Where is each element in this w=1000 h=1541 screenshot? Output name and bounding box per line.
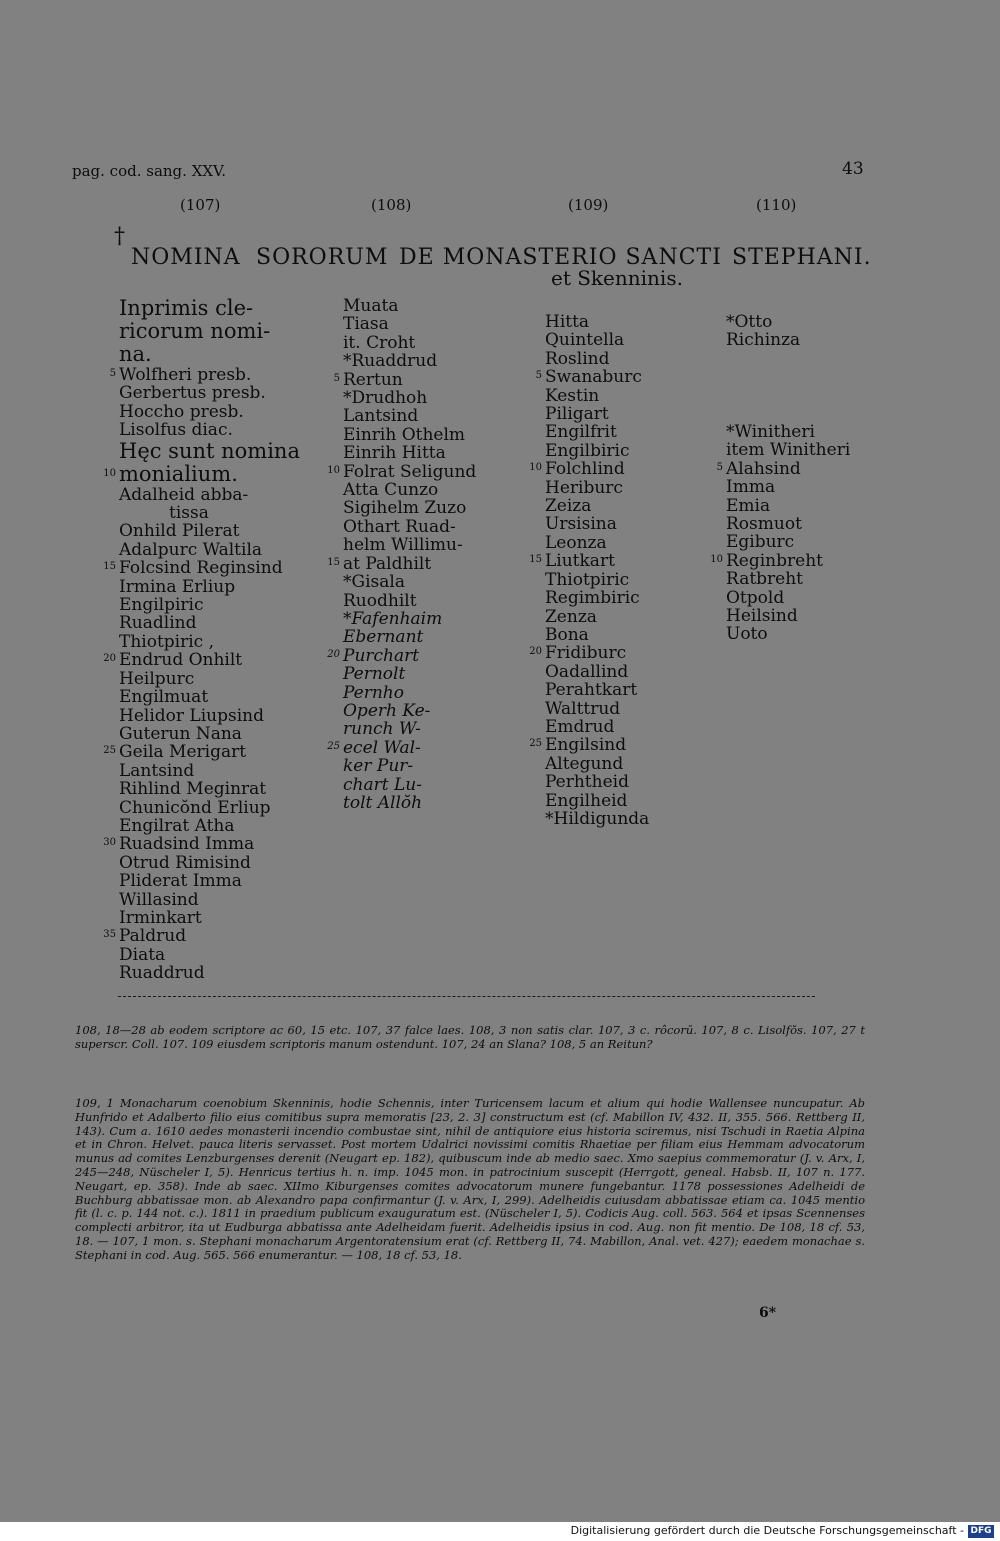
name-entry [545,681,649,699]
name-entry [103,834,300,855]
name-entry [343,352,476,370]
name-text: ricorum nomi- [119,319,271,343]
name-text: Purchart [343,645,420,666]
name-entry [119,504,300,522]
name-entry [119,670,300,688]
line-number: 20 [529,646,542,658]
name-entry [103,558,300,579]
name-entry [710,550,850,571]
line-number: 15 [327,556,340,568]
name-entry [545,479,649,497]
name-entry [119,440,300,463]
name-entry [726,441,850,459]
dfg-logo-icon: DFG [968,1525,994,1538]
name-entry [119,725,300,743]
name-entry [545,497,649,515]
name-entry [103,461,300,486]
name-text: Otrud Rimisind [119,852,251,873]
critical-apparatus [75,1024,865,1052]
commentary-text: 109, 1 Monacharum coenobium Skenninis, hodie Schennis, inter Turicensem lacum et alium qui hodie Wallensee nuncupatur. Ab Hunfrido et Adalberto filio eius comitibus supra memoratis [23, 2. 3] constructum est (cf. Mabillon IV, 432. II, 355. 566. Rettberg II, 143). Cum a. 1610 aedes monasterii incendio combustae sint, nihil de antiquiore eius historia sciremus, nisi Tschudi in Raetia Alpina et in Chron. Helvet. pauca literis servasset. Post mortem Udalrici novissimi comitis Rhaetiae per filiam eius Hemmam advocatorum munus ad comites Lenzburgenses derenit (Neugart ep. 182), quibuscum inde ab medio saec. Xmo saepius commemoratur (J. v. Arx, I, 245—248, Nüscheler I, 5). Henricus tertius h. n. imp. 1045 mon. in patrocinium suscepit (Herrgott, geneal. Habsb. II, 107 n. 177. Neugart, ep. 358). Inde ab saec. XIImo Kiburgenses comites advocatorum munere fungebantur. 1178 possessiones Adelheidi de Buchburg abbatissae mon. ab Alexandro papa confirmantur (J. v. Arx, I, 299). Adelheidis cuiusdam abbatissae etiam ca. 1045 mentio fit (l. c. p. 144 not. c.). 1811 in praedium publicum exauguratum est. (Nüscheler I, 5). Codicis Aug. coll. 563. 564 et ipsas Scennenses complecti arbitror, ita ut Eudburga abbatissa ante Adelheidam fuerit. Adelheidis ipsius in cod. Aug. non fit mentio. De 108, 18 cf. 53, 18. — 107, 1 mon. s. Stephani monacharum Argentoratensium erat (cf. Rettberg II, 74. Mabillon, Anal. vet. 427); eaedem monachae s. Stephani in cod. Aug. 565. 566 enumerantur. — 108, 18 cf. 53, 18. [75,1096,865,1262]
column-110-top [726,313,800,350]
name-text: Ruadsind Imma [119,834,255,855]
name-text: *Ruaddrud [343,351,438,372]
name-text: Willasind [119,889,199,910]
name-text: Egiburc [726,532,795,553]
name-text: Endrud Onhilt [119,650,243,671]
line-number: 25 [327,740,340,752]
name-text: Ursisina [545,514,617,535]
name-text: Helidor Liupsind [119,705,264,726]
name-text: Irmina Erliup [119,576,236,597]
name-text: Diata [119,944,166,965]
line-number: 15 [103,561,116,573]
name-text: Perhtheid [545,772,629,793]
name-entry [119,891,300,909]
separator-rule [118,996,815,997]
line-number: 5 [535,370,542,382]
name-entry [119,964,300,982]
line-number: 10 [327,464,340,476]
name-text: Atta Cunzo [343,480,439,501]
name-text: Engilbiric [545,440,630,461]
name-entry [545,571,649,589]
name-entry [119,297,300,320]
name-entry [545,663,649,681]
name-text: Ratbreht [726,569,804,590]
name-entry [545,608,649,626]
line-number: 30 [103,837,116,849]
name-entry [545,718,649,736]
name-entry [119,320,300,343]
name-text: Paldrud [119,926,187,947]
page-number: 43 [842,159,864,179]
name-text: Pliderat Imma [119,871,242,892]
name-entry [545,700,649,718]
name-text: Zeiza [545,496,592,517]
column-number-108: (108) [371,196,412,214]
name-text: Inprimis cle- [119,296,254,320]
subtitle: et Skenninis. [551,266,683,290]
column-110-bottom [710,422,851,645]
line-number: 20 [103,653,116,665]
name-entry [333,369,476,390]
name-entry [343,297,476,315]
name-entry [343,315,476,333]
line-number: 5 [333,372,340,384]
name-entry [119,403,300,421]
name-text: na. [119,342,152,366]
name-entry [119,762,300,780]
name-entry [726,423,850,441]
line-number: 15 [529,554,542,566]
name-entry [119,799,300,817]
name-text: Bona [545,624,589,645]
name-entry [119,384,300,402]
name-entry [119,421,300,439]
name-text: Liutkart [545,551,615,572]
name-entry [119,596,300,614]
name-text: Rihlind Meginrat [119,779,267,800]
name-text: Gerbertus presb. [119,383,266,404]
name-entry [545,755,649,773]
name-text: Ruaddrud [119,963,205,984]
title-word-3: DE MONASTERIO SANCTI [399,245,722,270]
name-text: runch W- [343,719,421,740]
name-text: ker Pur- [343,756,414,777]
title-word-1: NOMINA [131,245,241,270]
name-text: Imma [726,477,776,498]
name-entry [343,407,476,425]
line-number: 10 [103,467,116,479]
name-entry [327,737,476,758]
name-entry [726,478,850,496]
name-text: at Paldhilt [343,553,432,574]
name-entry [343,665,476,683]
name-entry [109,365,300,385]
name-text: Engilfrit [545,422,617,443]
line-number: 10 [529,462,542,474]
name-entry [726,331,800,349]
name-entry [545,626,649,644]
name-text: *Winitheri [726,422,815,442]
name-entry [545,387,649,405]
name-entry [119,614,300,632]
name-entry [119,909,300,927]
column-108 [327,296,477,813]
footer-bar [0,1522,1000,1541]
name-text: Oadallind [545,661,629,682]
name-entry [119,522,300,540]
name-entry [343,628,476,646]
name-entry [119,817,300,835]
name-entry [545,810,649,828]
name-entry [343,702,476,720]
name-text: Tiasa [343,314,389,335]
name-entry [545,773,649,791]
name-text: ecel Wal- [343,737,421,758]
name-text: Folchlind [545,459,625,480]
name-text: item Winitheri [726,440,851,461]
name-entry [545,313,649,331]
name-entry [529,551,649,572]
name-entry [726,533,850,551]
name-text: Wolfheri presb. [119,365,252,385]
name-text: Ruodhilt [343,590,417,611]
name-text: Roslind [545,348,610,369]
name-text: helm Willimu- [343,535,463,556]
column-number-109: (109) [568,196,609,214]
name-text: Einrih Hitta [343,443,446,464]
name-entry [343,426,476,444]
name-text: Sigihelm Zuzo [343,498,467,519]
name-text: Geila Merigart [119,742,247,763]
name-entry [343,776,476,794]
name-text: Lisolfus diac. [119,420,233,441]
name-text: *Drudhoh [343,388,428,409]
name-entry [343,499,476,517]
name-text: *Otto [726,312,773,332]
name-text: Regimbiric [545,588,640,609]
name-text: Einrih Othelm [343,424,466,445]
name-text: Otpold [726,587,785,608]
name-text: Pernho [343,682,404,703]
name-text: Altegund [545,753,624,774]
name-entry [119,707,300,725]
name-entry [343,573,476,591]
name-entry [119,343,300,366]
name-text: Lantsind [343,406,419,427]
name-entry [343,757,476,775]
name-entry [545,350,649,368]
name-text: Uoto [726,624,768,645]
name-text: Alahsind [726,458,801,479]
line-number: 20 [327,648,340,660]
name-text: Leonza [545,532,607,553]
name-text: Folcsind Reginsind [119,558,283,579]
commentary-footnote [75,1097,865,1263]
name-text: Emdrud [545,716,615,737]
name-text: Onhild Pilerat [119,521,240,542]
name-entry [119,541,300,559]
name-text: Thiotpiric , [119,631,215,652]
name-text: Adalheid abba- [119,484,249,505]
name-entry [343,536,476,554]
name-text: Fridiburc [545,643,627,664]
name-entry [726,313,800,331]
name-entry [529,735,649,756]
name-entry [545,331,649,349]
name-text: it. Croht [343,332,416,353]
name-text: Engilrat Atha [119,815,235,836]
running-header: pag. cod. sang. XXV. [72,162,227,180]
name-entry [327,553,476,574]
funding-credit: Digitalisierung gefördert durch die Deutsche Forschungsgemeinschaft - [570,1524,964,1537]
name-entry [119,946,300,964]
name-text: Piligart [545,404,609,425]
critical-apparatus-text: 108, 18—28 ab eodem scriptore ac 60, 15 etc. 107, 37 falce laes. 108, 3 non satis clar. 107, 3 c. rôcorū. 107, 8 c. Lisolfŏs. 107, 27 t superscr. Coll. 107. 109 eiusdem scriptoris manum ostendunt. 107, 24 an Slana? 108, 5 an Reitun? [75,1023,865,1051]
name-text: Rosmuot [726,514,802,535]
name-text: Ruadlind [119,613,197,634]
name-text: Guterun Nana [119,723,242,744]
name-entry [343,684,476,702]
name-text: Walttrud [545,698,621,719]
line-number: 10 [710,553,723,565]
name-text: Reginbreht [726,550,823,571]
name-entry [103,926,300,947]
column-109 [529,312,650,829]
name-text: chart Lu- [343,774,422,795]
line-number: 25 [529,738,542,750]
name-entry [529,459,649,480]
name-text: Othart Ruad- [343,516,456,537]
title-word-4: STEPHANI. [732,245,872,270]
name-entry [343,444,476,462]
name-entry [726,589,850,607]
name-entry [343,610,476,628]
name-entry [343,389,476,407]
name-entry [726,497,850,515]
name-text: Ebernant [343,627,424,648]
cross-mark: † [114,224,125,249]
name-entry [343,334,476,352]
name-text: Heilpurc [119,668,195,689]
name-text: Richinza [726,330,801,351]
name-entry [726,607,850,625]
name-entry [119,780,300,798]
name-text: Irminkart [119,907,202,928]
name-text: tissa [169,503,209,524]
name-entry [545,534,649,552]
name-text: Heilsind [726,606,798,627]
line-number: 5 [716,461,723,473]
name-entry [327,645,476,666]
name-entry [103,650,300,671]
name-entry [545,589,649,607]
name-entry [119,633,300,651]
name-entry [119,854,300,872]
name-text: Lantsind [119,760,195,781]
name-text: Chunicŏnd Erliup [119,797,271,818]
name-text: Perahtkart [545,680,638,701]
name-text: Hitta [545,312,590,332]
name-text: Kestin [545,385,600,406]
name-entry [535,367,649,388]
column-107 [103,296,300,984]
name-entry [343,592,476,610]
name-text: *Hildigunda [545,808,650,829]
name-entry [119,486,300,504]
name-entry [343,794,476,812]
name-text: Adalpurc Waltila [119,539,263,560]
name-entry [726,570,850,588]
column-number-107: (107) [180,196,221,214]
name-entry [545,792,649,810]
name-entry [327,461,477,482]
name-text: *Gisala [343,572,405,593]
name-text: Pernolt [343,664,406,685]
name-entry [545,423,649,441]
name-entry [545,515,649,533]
name-text: Muata [343,296,399,316]
name-entry [119,872,300,890]
name-text: Heriburc [545,477,623,498]
name-entry [119,688,300,706]
line-number: 35 [103,929,116,941]
name-text: Thiotpiric [545,569,630,590]
name-entry [119,578,300,596]
name-text: Hoccho presb. [119,401,244,422]
name-text: Zenza [545,606,597,627]
name-text: Operh Ke- [343,700,431,721]
column-number-110: (110) [756,196,797,214]
signature-mark: 6* [759,1305,777,1321]
name-text: Engilheid [545,790,628,811]
name-entry [529,643,649,664]
name-entry [716,458,850,479]
name-text: Swanaburc [545,367,642,388]
name-text: Engilpiric [119,595,204,616]
title-word-2: SORORUM [256,245,389,270]
line-number: 5 [109,368,116,379]
name-entry [545,442,649,460]
name-text: Quintella [545,330,625,351]
name-entry [343,518,476,536]
name-text: Engilsind [545,735,627,756]
line-number: 25 [103,745,116,757]
name-text: Hęc sunt nomina [119,438,300,463]
name-entry [545,405,649,423]
name-text: Folrat Seligund [343,461,477,482]
name-text: Emia [726,495,771,516]
name-entry [726,625,850,643]
name-text: tolt Allŏh [343,792,423,813]
name-entry [343,481,476,499]
name-entry [726,515,850,533]
name-entry [103,742,300,763]
name-entry [343,720,476,738]
name-text: Engilmuat [119,687,209,708]
name-text: Rertun [343,369,403,390]
name-text: *Fafenhaim [343,608,443,629]
name-text: monialium. [119,461,238,486]
